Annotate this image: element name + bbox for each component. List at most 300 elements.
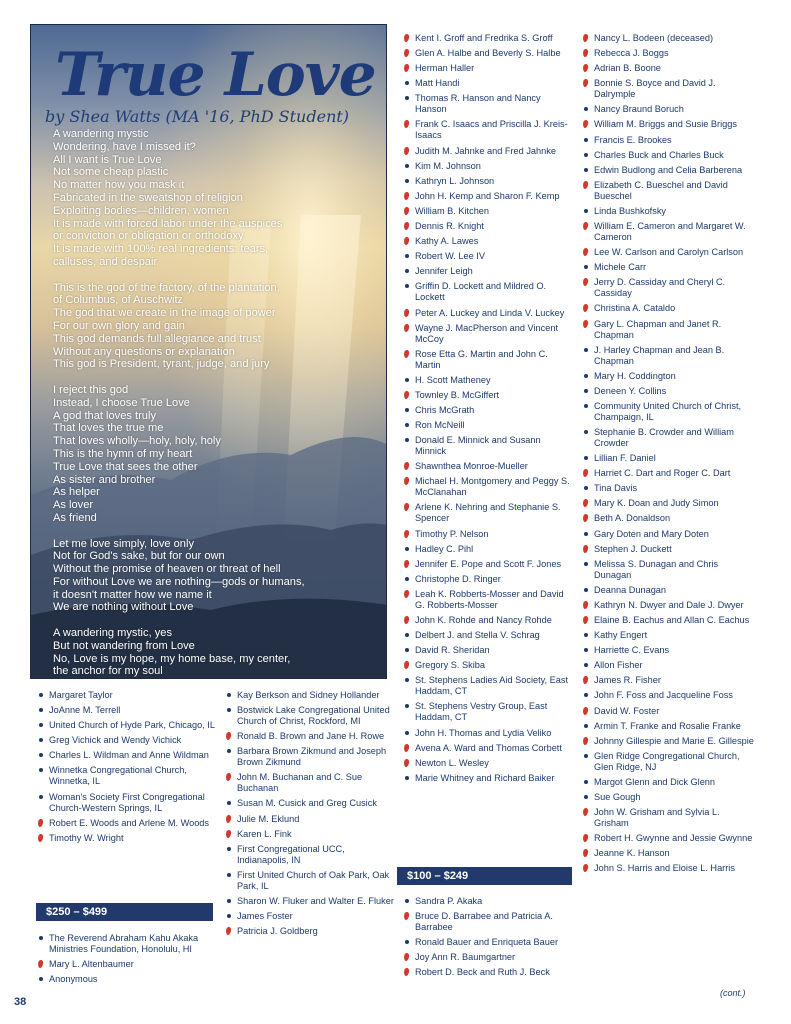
bullet-icon (584, 486, 588, 490)
donor-entry (36, 933, 216, 955)
poem-line: It is made with 100% real ingredients: tears, (53, 243, 269, 256)
donor-entry (36, 792, 216, 814)
donor-name: Jeanne K. Hanson (594, 848, 670, 859)
donor-entry (402, 308, 572, 319)
donor-name: Beth A. Donaldson (594, 513, 671, 524)
donor-name: Herman Haller (415, 63, 475, 74)
flame-icon (582, 79, 588, 88)
donor-name: Nancy L. Bodeen (deceased) (594, 33, 714, 43)
donor-entry (402, 435, 572, 457)
donor-name: Kathy Engert (594, 630, 648, 641)
donor-name: William B. Kitchen (415, 205, 490, 216)
bullet-icon (227, 847, 231, 851)
bullet-icon (584, 633, 588, 637)
donor-entry (224, 926, 394, 937)
donor-name: Susan M. Cusick and Greg Cusick (237, 798, 377, 809)
donor-entry (402, 161, 572, 172)
bullet-icon (405, 254, 409, 258)
bullet-icon (584, 348, 588, 352)
donor-entry (402, 967, 572, 978)
flame-icon (582, 544, 588, 553)
donor-entry (402, 896, 572, 907)
donor-entry (402, 660, 572, 671)
donor-entry (36, 750, 216, 761)
donor-entry (402, 119, 572, 141)
bullet-icon (405, 940, 409, 944)
poem-line: it doesn't matter how we name it (53, 588, 212, 601)
donor-entry (402, 251, 572, 262)
donor-name: Elizabeth C. Bueschel and David Bueschel (594, 179, 728, 201)
donor-entry (402, 33, 572, 44)
poem-line: Fabricated in the sweatshop of religion (53, 191, 243, 204)
donor-entry (402, 63, 572, 74)
poem-line: The god that we create in the image of power (53, 307, 276, 320)
poem-line: This is the god of the factory, of the plantation, (53, 281, 280, 294)
poem-stanza (53, 384, 383, 525)
flame-icon (403, 308, 409, 317)
bullet-icon (405, 776, 409, 780)
donor-entry (224, 772, 394, 794)
poem-line: I reject this god (53, 383, 129, 396)
poem-line: calluses, and despair (53, 255, 158, 268)
donor-name: John M. Buchanan and C. Sue Buchanan (237, 772, 363, 794)
donor-name: Newton L. Wesley (415, 757, 489, 768)
donor-entry (402, 206, 572, 217)
donor-column-4 (581, 33, 756, 879)
flame-icon (582, 706, 588, 715)
flame-icon (582, 864, 588, 873)
donor-entry (581, 513, 756, 524)
poem-line: Instead, I choose True Love (53, 396, 190, 409)
donor-column-1 (36, 690, 216, 848)
donor-entry (581, 180, 756, 202)
bullet-icon (39, 693, 43, 697)
bullet-icon (405, 81, 409, 85)
donor-name: Nancy Braund Boruch (594, 104, 684, 115)
bullet-icon (39, 738, 43, 742)
flame-icon (403, 559, 409, 568)
donor-name: J. Harley Chapman and Jean B. Chapman (594, 344, 725, 366)
flame-icon (403, 616, 409, 625)
bullet-icon (405, 408, 409, 412)
flame-icon (403, 323, 409, 332)
donor-name: Glen A. Halbe and Beverly S. Halbe (415, 48, 561, 59)
flame-icon (582, 736, 588, 745)
donor-name: Robert D. Beck and Ruth J. Beck (415, 967, 550, 978)
flame-icon (403, 912, 409, 921)
donor-name: Stephen J. Duckett (594, 543, 672, 554)
donor-name: Bonnie S. Boyce and David J. Dalrymple (594, 78, 716, 100)
donor-entry (581, 736, 756, 747)
donor-entry (581, 119, 756, 130)
donor-name: Chris McGrath (415, 404, 475, 415)
donor-name: David W. Foster (594, 705, 660, 716)
donor-name: Delbert J. and Stella V. Schrag (415, 630, 540, 641)
donor-entry (36, 765, 216, 787)
donor-name: Gary Doten and Mary Doten (594, 528, 709, 539)
donor-column-1b (36, 933, 216, 989)
donor-entry (581, 600, 756, 611)
bullet-icon (584, 754, 588, 758)
flame-icon (582, 514, 588, 523)
bullet-icon (39, 723, 43, 727)
flame-icon (403, 503, 409, 512)
donor-name: Kathryn N. Dwyer and Dale J. Dwyer (594, 599, 744, 610)
donor-name: United Church of Hyde Park, Chicago, IL (49, 720, 215, 731)
donor-entry (402, 574, 572, 585)
bullet-icon (405, 648, 409, 652)
flame-icon (582, 248, 588, 257)
flame-icon (403, 477, 409, 486)
donor-name: H. Scott Matheney (415, 374, 491, 385)
donor-name: The Reverend Abraham Kahu Akaka Ministries Foundation, Honolulu, HI (49, 933, 199, 954)
bullet-icon (39, 795, 43, 799)
donor-entry (402, 176, 572, 187)
flame-icon (582, 49, 588, 58)
donor-entry (581, 150, 756, 161)
donor-name: Edwin Budlong and Celia Barberena (594, 164, 743, 175)
bullet-icon (584, 430, 588, 434)
donor-name: Sue Gough (594, 792, 641, 803)
donor-column-3b (402, 896, 572, 982)
poem-line: That loves the true me (53, 422, 164, 435)
page-number: 38 (14, 996, 27, 1008)
poem-line: A god that loves truly (53, 409, 156, 422)
bullet-icon (405, 269, 409, 273)
donor-entry (402, 461, 572, 472)
poem-line: Exploiting bodies—children, women (53, 204, 229, 217)
donor-name: Donald E. Minnick and Susann Minnick (415, 435, 541, 457)
bullet-icon (584, 456, 588, 460)
flame-icon (403, 34, 409, 43)
donor-name: Karen L. Fink (237, 828, 292, 839)
bullet-icon (584, 724, 588, 728)
donor-entry (224, 705, 394, 727)
flame-icon (403, 64, 409, 73)
donor-entry (581, 675, 756, 686)
bullet-icon (39, 768, 43, 772)
donor-entry (581, 104, 756, 115)
donor-name: Dennis R. Knight (415, 221, 484, 232)
donor-entry (581, 78, 756, 100)
donor-name: Adrian B. Boone (594, 63, 661, 74)
donor-name: Jerry D. Cassiday and Cheryl C. Cassiday (594, 277, 726, 299)
donor-entry (581, 468, 756, 479)
poem-line: Not for God's sake, but for our own (53, 550, 225, 563)
donor-entry (402, 701, 572, 723)
donor-name: Frank C. Isaacs and Priscilla J. Kreis-Isaacs (415, 119, 568, 141)
donor-name: St. Stephens Vestry Group, East Haddam, CT (415, 701, 548, 723)
donor-entry (402, 559, 572, 570)
donor-name: Woman's Society First Congregational Church-Western Springs, IL (49, 791, 205, 813)
flame-icon (403, 590, 409, 599)
bullet-icon (39, 708, 43, 712)
donor-entry (581, 529, 756, 540)
donor-entry (402, 236, 572, 247)
donor-entry (581, 33, 756, 44)
donor-name: William E. Cameron and Margaret W. Cameron (594, 221, 746, 243)
donor-name: Christophe D. Ringer (415, 573, 501, 584)
donor-entry (581, 721, 756, 732)
section-header-250-499: $250 – $499 (36, 903, 213, 921)
donor-entry (581, 247, 756, 258)
donor-entry (402, 48, 572, 59)
continued-note: (cont.) (720, 988, 746, 998)
donor-name: John S. Harris and Eloise L. Harris (594, 863, 735, 874)
donor-name: Arlene K. Nehring and Stephanie S. Spencer (415, 502, 561, 524)
bullet-icon (405, 378, 409, 382)
bullet-icon (584, 532, 588, 536)
bullet-icon (405, 678, 409, 682)
donor-name: Francis E. Brookes (594, 134, 672, 145)
bullet-icon (227, 873, 231, 877)
donor-entry (581, 303, 756, 314)
flame-icon (403, 237, 409, 246)
donor-entry (581, 559, 756, 581)
flame-icon (582, 120, 588, 129)
donor-entry (224, 798, 394, 809)
donor-name: Kim M. Johnson (415, 160, 481, 171)
flame-icon (582, 499, 588, 508)
donor-entry (581, 483, 756, 494)
poem-line: or conviction or obligation or orthodoxy (53, 230, 244, 243)
bullet-icon (227, 801, 231, 805)
flame-icon (403, 529, 409, 538)
donor-name: Ronald B. Brown and Jane H. Rowe (237, 731, 385, 742)
donor-entry (402, 281, 572, 303)
flame-icon (403, 758, 409, 767)
donor-name: Elaine B. Eachus and Allan C. Eachus (594, 615, 750, 625)
donor-name: Patricia J. Goldberg (237, 926, 318, 937)
donor-name: Timothy W. Wright (49, 832, 124, 843)
donor-name: Barbara Brown Zikmund and Joseph Brown Zikmund (237, 746, 387, 768)
flame-icon (582, 319, 588, 328)
donor-entry (402, 728, 572, 739)
flame-icon (225, 773, 231, 782)
flame-icon (403, 462, 409, 471)
flame-icon (403, 743, 409, 752)
bullet-icon (405, 704, 409, 708)
donor-entry (402, 375, 572, 386)
donor-name: Ron McNeill (415, 420, 465, 431)
donor-entry (581, 498, 756, 509)
donor-name: James Foster (237, 911, 293, 922)
poem-line: This is the hymn of my heart (53, 447, 193, 460)
donor-entry (581, 371, 756, 382)
bullet-icon (584, 107, 588, 111)
donor-entry (36, 705, 216, 716)
bullet-icon (405, 899, 409, 903)
donor-entry (224, 844, 394, 866)
bullet-icon (584, 404, 588, 408)
donor-name: Timothy P. Nelson (415, 528, 489, 539)
donor-entry (402, 937, 572, 948)
donor-name: Greg Vichick and Wendy Vichick (49, 735, 182, 746)
donor-name: Gary L. Chapman and Janet R. Chapman (594, 318, 722, 340)
donor-entry (402, 323, 572, 345)
poem-line: For without Love we are nothing—gods or humans, (53, 575, 305, 588)
donor-entry (581, 165, 756, 176)
donor-name: Christina A. Cataldo (594, 303, 676, 314)
donor-name: Melissa S. Dunagan and Chris Dunagan (594, 558, 719, 580)
donor-entry (581, 453, 756, 464)
donor-name: Mary L. Altenbaumer (49, 959, 134, 970)
donor-name: Sandra P. Akaka (415, 896, 483, 906)
donor-name: JoAnne M. Terrell (49, 705, 121, 716)
donor-entry (402, 529, 572, 540)
poem-line: As sister and brother (53, 473, 156, 486)
donor-name: Allon Fisher (594, 660, 643, 671)
poem-line: As friend (53, 511, 97, 524)
donor-name: First United Church of Oak Park, Oak Park, IL (237, 869, 390, 891)
bullet-icon (584, 795, 588, 799)
donor-entry (224, 731, 394, 742)
poem-line: Without the promise of heaven or threat of hell (53, 563, 281, 576)
donor-name: James R. Fisher (594, 675, 661, 686)
bullet-icon (227, 749, 231, 753)
flame-icon (403, 146, 409, 155)
donor-name: Leah K. Robberts-Mosser and David G. Robberts-Mosser (415, 588, 564, 610)
flame-icon (582, 304, 588, 313)
bullet-icon (584, 153, 588, 157)
flame-icon (403, 191, 409, 200)
donor-name: Armin T. Franke and Rosalie Franke (594, 720, 741, 731)
donor-name: Tina Davis (594, 483, 638, 494)
bullet-icon (39, 977, 43, 981)
donor-name: Charles L. Wildman and Anne Wildman (49, 750, 209, 761)
donor-entry (402, 78, 572, 89)
donor-name: Bruce D. Barrabee and Patricia A. Barrabee (415, 911, 553, 933)
bullet-icon (405, 179, 409, 183)
flame-icon (225, 814, 231, 823)
donor-name: Jennifer Leigh (415, 266, 473, 277)
donor-entry (402, 266, 572, 277)
poem-line: No matter how you mask it (53, 179, 185, 192)
flame-icon (37, 960, 43, 969)
donor-name: Jennifer E. Pope and Scott F. Jones (415, 558, 562, 569)
bullet-icon (584, 389, 588, 393)
flame-icon (403, 222, 409, 231)
donor-name: Margaret Taylor (49, 690, 113, 700)
flame-icon (403, 349, 409, 358)
donor-name: Deneen Y. Collins (594, 385, 667, 396)
donor-list (581, 33, 756, 874)
donor-entry (402, 349, 572, 371)
donor-entry (581, 630, 756, 641)
poem-line: Let me love simply, love only (53, 537, 194, 550)
bullet-icon (227, 899, 231, 903)
donor-name: Kathy A. Lawes (415, 236, 479, 247)
donor-name: Marie Whitney and Richard Baiker (415, 772, 555, 783)
poem-hero-image (30, 24, 387, 679)
donor-entry (581, 221, 756, 243)
donor-name: Robert H. Gwynne and Jessie Gwynne (594, 833, 753, 844)
donor-name: Michele Carr (594, 262, 647, 273)
donor-name: Matt Handi (415, 78, 460, 89)
donor-entry (581, 544, 756, 555)
donor-entry (402, 544, 572, 555)
donor-entry (402, 630, 572, 641)
poem-line: This god is President, tyrant, judge, and jury (53, 358, 270, 371)
flame-icon (582, 676, 588, 685)
donor-entry (402, 773, 572, 784)
bullet-icon (405, 423, 409, 427)
flame-icon (403, 391, 409, 400)
donor-entry (581, 206, 756, 217)
bullet-icon (39, 936, 43, 940)
donor-name: Anonymous (49, 974, 98, 985)
donor-name: Julie M. Eklund (237, 813, 300, 824)
donor-entry (224, 814, 394, 825)
donor-entry (581, 386, 756, 397)
donor-entry (402, 405, 572, 416)
donor-entry (402, 191, 572, 202)
donor-entry (36, 690, 216, 701)
donor-entry (581, 833, 756, 844)
poem-line: But not wandering from Love (53, 639, 195, 652)
donor-entry (581, 645, 756, 656)
poem-line: As helper (53, 486, 100, 499)
donor-entry (224, 829, 394, 840)
bullet-icon (584, 265, 588, 269)
poem-line: This god demands full allegiance and trust (53, 332, 261, 345)
bullet-icon (584, 648, 588, 652)
donor-name: Lee W. Carlson and Carolyn Carlson (594, 247, 744, 258)
poem-line: It is made with forced labor under the auspices (53, 217, 283, 230)
donor-entry (402, 743, 572, 754)
donor-entry (581, 690, 756, 701)
flame-icon (403, 968, 409, 977)
donor-name: Stephanie B. Crowder and William Crowder (594, 426, 734, 448)
poem-line: Not some cheap plastic (53, 166, 169, 179)
donor-entry (581, 135, 756, 146)
donor-name: Townley B. McGiffert (415, 389, 500, 400)
donor-name: Hadley C. Pihl (415, 543, 474, 554)
poem-line: We are nothing without Love (53, 601, 194, 614)
donor-name: Deanna Dunagan (594, 584, 667, 595)
donor-name: Shawnthea Monroe-Mueller (415, 461, 528, 472)
donor-name: Community United Church of Christ, Champaign, IL (594, 400, 742, 422)
donor-entry (402, 420, 572, 431)
flame-icon (582, 849, 588, 858)
bullet-icon (405, 731, 409, 735)
flame-icon (582, 180, 588, 189)
donor-name: Griffin D. Lockett and Mildred O. Lockett (415, 281, 547, 303)
donor-entry (36, 833, 216, 844)
donor-name: Gregory S. Skiba (415, 660, 485, 671)
donor-entry (402, 645, 572, 656)
donor-entry (402, 221, 572, 232)
donor-name: Glen Ridge Congregational Church, Glen Ridge, NJ (594, 750, 740, 772)
flame-icon (582, 834, 588, 843)
donor-name: Robert E. Woods and Arlene M. Woods (49, 817, 210, 828)
poem-byline: by Shea Watts (MA '16, PhD Student) (45, 107, 350, 126)
donor-name: John F. Foss and Jacqueline Foss (594, 690, 733, 701)
donor-entry (402, 758, 572, 769)
donor-entry (402, 911, 572, 933)
bullet-icon (584, 374, 588, 378)
flame-icon (582, 601, 588, 610)
donor-name: Wayne J. MacPherson and Vincent McCoy (415, 322, 558, 344)
donor-entry (402, 476, 572, 498)
donor-name: Lillian F. Daniel (594, 453, 656, 464)
flame-icon (582, 469, 588, 478)
flame-icon (582, 616, 588, 625)
donor-entry (581, 345, 756, 367)
donor-entry (581, 706, 756, 717)
bullet-icon (405, 284, 409, 288)
flame-icon (582, 64, 588, 73)
